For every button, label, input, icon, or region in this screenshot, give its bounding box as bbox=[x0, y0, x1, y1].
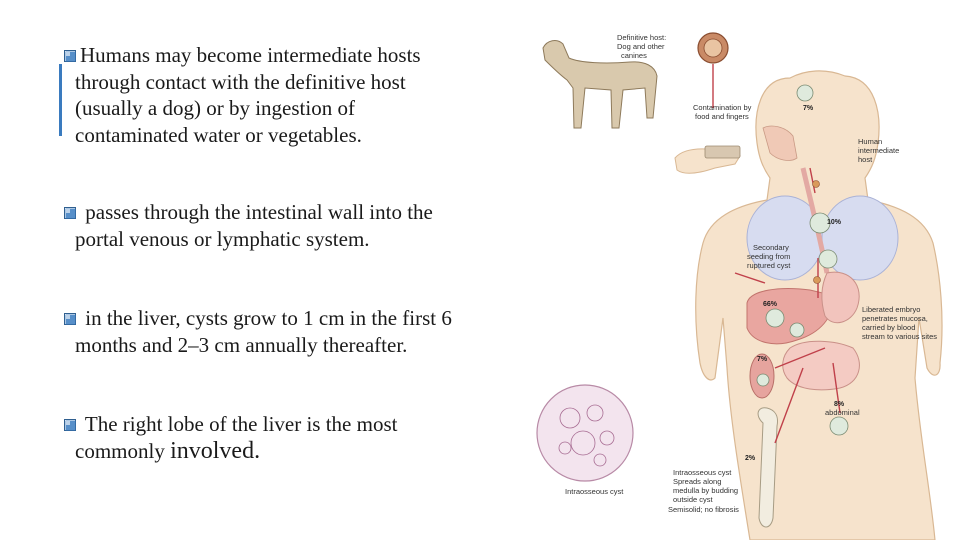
liberated-embryo-label: Liberated embryo penetrates mucosa, carried by blood stream to various sites bbox=[862, 305, 938, 341]
percent-bone: 2% bbox=[745, 455, 756, 462]
histology-slide bbox=[537, 385, 633, 481]
checkbox-bullet-icon bbox=[64, 313, 77, 326]
human-host-label: Human intermediate host bbox=[858, 137, 900, 164]
echinococcus-lifecycle-figure bbox=[535, 18, 960, 540]
intraosseous-description: Intraosseous cyst Spreads along medulla by budding outside cyst Semisolid; no fibrosis bbox=[668, 468, 739, 514]
lifecycle-illustration bbox=[535, 18, 960, 540]
bullet-text-line: in the liver, cysts grow to 1 cm in the first 6 bbox=[80, 306, 452, 330]
checkbox-bullet-icon bbox=[64, 207, 77, 220]
bullet-text-line: months and 2–3 cm annually thereafter. bbox=[75, 332, 408, 357]
bullet-text-line: contaminated water or vegetables. bbox=[75, 122, 362, 147]
secondary-seeding-label: Secondary seeding from ruptured cyst bbox=[747, 243, 791, 270]
checkbox-bullet-icon bbox=[64, 50, 77, 63]
percent-abdominal: 8% bbox=[834, 401, 845, 408]
right-lung bbox=[822, 196, 898, 280]
definitive-host-label: Definitive host: Dog and other canines bbox=[617, 33, 667, 60]
bullet-text-line: portal venous or lymphatic system. bbox=[75, 226, 370, 251]
bullet-right-lobe bbox=[64, 411, 524, 464]
percent-liver: 66% bbox=[763, 301, 778, 308]
abdominal-label: abdominal bbox=[825, 408, 860, 417]
bullet-text-line: (usually a dog) or by ingestion of bbox=[75, 96, 355, 120]
bullet-text-part: involved. bbox=[170, 437, 261, 464]
bullet-text-part: commonly bbox=[75, 438, 171, 463]
bullet-cyst-growth bbox=[64, 305, 524, 358]
percent-lung: 10% bbox=[827, 219, 842, 226]
percent-kidney: 7% bbox=[757, 356, 768, 363]
checkbox-bullet-icon bbox=[64, 419, 77, 432]
bullet-intestinal-wall bbox=[64, 199, 524, 252]
bullet-text-line: The right lobe of the liver is the most bbox=[80, 412, 398, 436]
accent-bar bbox=[59, 64, 62, 136]
bullet-intermediate-hosts bbox=[64, 42, 524, 148]
histology-label: Intraosseous cyst bbox=[565, 487, 624, 496]
bullet-text-line: Humans may become intermediate hosts bbox=[80, 43, 421, 67]
bullet-text-line bbox=[64, 438, 524, 465]
food-item bbox=[705, 146, 740, 158]
contamination-label: Contamination by food and fingers bbox=[693, 103, 752, 121]
percent-head: 7% bbox=[803, 105, 814, 112]
bullet-text-line: through contact with the definitive host bbox=[75, 69, 406, 94]
bullet-text-line: passes through the intestinal wall into the bbox=[80, 200, 433, 224]
intestines bbox=[783, 341, 860, 390]
